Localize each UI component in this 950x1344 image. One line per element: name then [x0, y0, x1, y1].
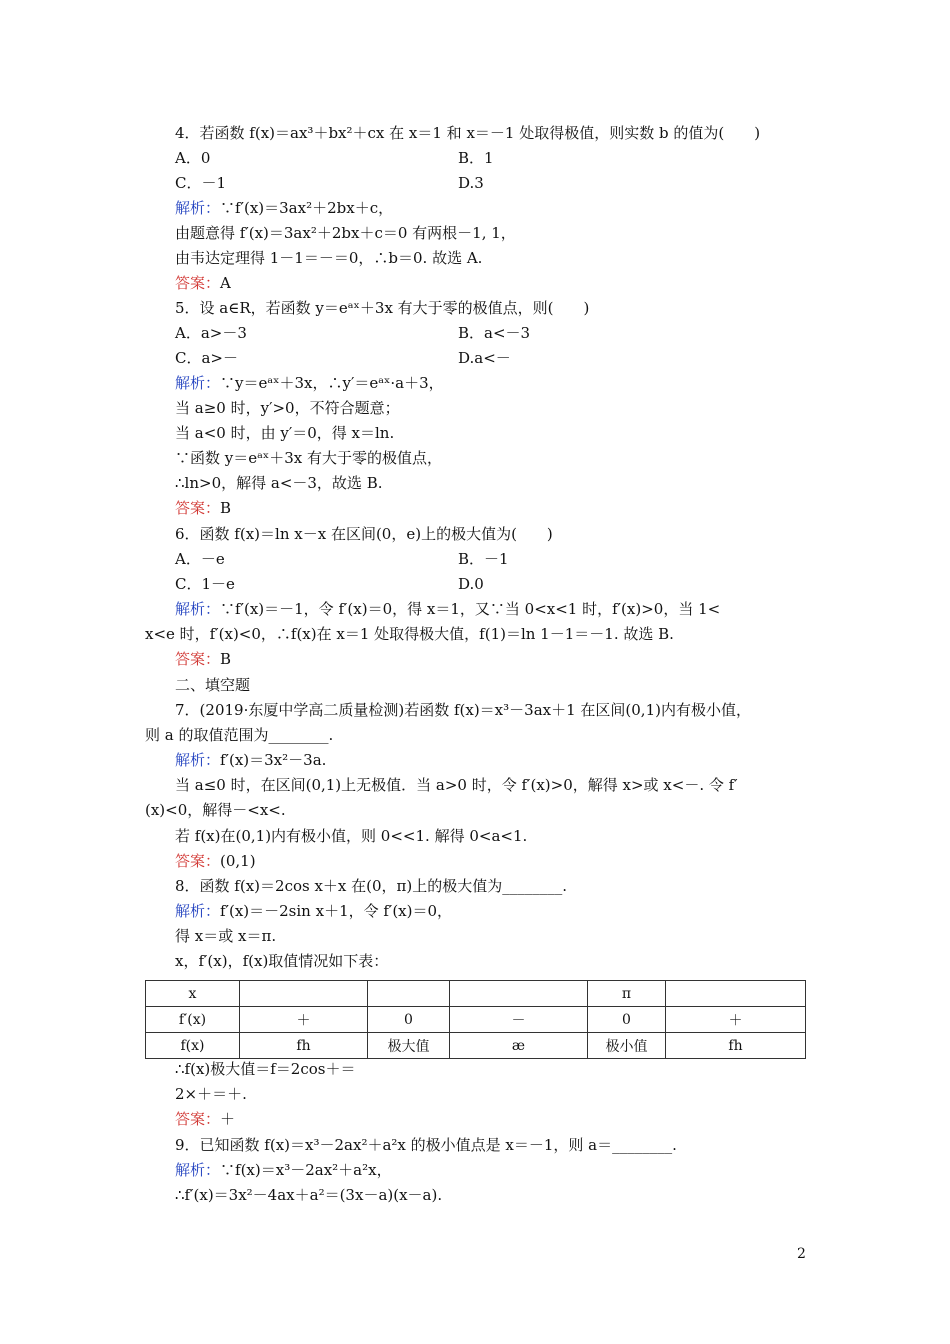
- analysis-label: 解析：: [175, 199, 221, 217]
- q8-analysis-4: ∴f(x)极大值＝f＝2cos＋＝: [175, 1060, 356, 1078]
- table-cell: [666, 981, 806, 1007]
- q7-analysis-1: 解析：f′(x)＝3x²－3a.: [175, 751, 327, 769]
- q7-analysis-4: 若 f(x)在(0,1)内有极小值，则 0<<1. 解得 0<a<1.: [175, 827, 528, 845]
- q4-analysis-1: 解析：∵f′(x)＝3ax²＋2bx＋c，: [175, 199, 394, 217]
- q5-answer: 答案：B: [175, 499, 232, 517]
- q7-stem-2: 则 a 的取值范围为________.: [145, 726, 334, 744]
- q6-option-b: B．－1: [458, 550, 509, 568]
- q5-analysis-1: 解析：∵y＝eᵃˣ＋3x，∴y′＝eᵃˣ·a＋3，: [175, 374, 444, 392]
- q5-analysis-5: ∴ln>0，解得 a<－3，故选 B.: [175, 474, 383, 492]
- q9-analysis-2: ∴f′(x)＝3x²－4ax＋a²＝(3x－a)(x－a).: [175, 1186, 443, 1204]
- q5-option-c: C．a>－: [175, 349, 238, 367]
- q6-analysis-2: x<e 时，f′(x)<0，∴f(x)在 x＝1 处取得极大值，f(1)＝ln 1－1＝－1. 故选 B.: [145, 625, 674, 643]
- q6-option-a: A．－e: [175, 550, 225, 568]
- q4-analysis-2: 由题意得 f′(x)＝3ax²＋2bx＋c＝0 有两根－1, 1，: [175, 224, 516, 242]
- q8-analysis-2: 得 x＝或 x＝π.: [175, 927, 277, 945]
- analysis-label: 解析：: [175, 374, 221, 392]
- q9-stem: 9．已知函数 f(x)＝x³－2ax²＋a²x 的极小值点是 x＝－1，则 a＝________.: [175, 1136, 677, 1154]
- table-cell: 极大值: [368, 1033, 450, 1059]
- q6-option-d: D.0: [458, 575, 484, 593]
- table-cell: 极小值: [588, 1033, 666, 1059]
- table-row: [146, 981, 806, 1007]
- answer-label: 答案：: [175, 852, 221, 870]
- table-cell: 0: [588, 1007, 666, 1033]
- answer-label: 答案：: [175, 650, 221, 668]
- table-cell: [450, 981, 588, 1007]
- q6-option-c: C．1－e: [175, 575, 235, 593]
- table-cell: f(x): [146, 1033, 240, 1059]
- q5-option-b: B．a<－3: [458, 324, 531, 342]
- answer-label: 答案：: [175, 274, 221, 292]
- table-cell: æ: [450, 1033, 588, 1059]
- q5-option-d: D.a<－: [458, 349, 511, 367]
- q4-option-d: D.3: [458, 174, 484, 192]
- q4-option-b: B．1: [458, 149, 494, 167]
- section-heading: 二、填空题: [175, 676, 251, 694]
- q8-analysis-3: x，f′(x)，f(x)取值情况如下表：: [175, 952, 389, 970]
- answer-label: 答案：: [175, 499, 221, 517]
- q9-analysis-1: 解析：∵f(x)＝x³－2ax²＋a²x，: [175, 1161, 392, 1179]
- q5-stem: 5．设 a∈R，若函数 y＝eᵃˣ＋3x 有大于零的极值点，则( ): [175, 299, 590, 317]
- q7-analysis-3: (x)<0，解得－<x<.: [145, 801, 286, 819]
- q4-answer: 答案：A: [175, 274, 231, 292]
- q6-analysis-1: 解析：∵f′(x)＝－1，令 f′(x)＝0，得 x＝1，又∵当 0<x<1 时，f′(x)>0，当 1<: [175, 600, 721, 618]
- page-number: 2: [797, 1246, 806, 1262]
- q4-stem: 4．若函数 f(x)＝ax³＋bx²＋cx 在 x＝1 和 x＝－1 处取得极值，则实数 b 的值为( ): [175, 124, 761, 142]
- q8-stem: 8．函数 f(x)＝2cos x＋x 在(0，π)上的极大值为________.: [175, 877, 568, 895]
- table-cell: [368, 981, 450, 1007]
- q8-analysis-5: 2×＋＝＋.: [175, 1085, 247, 1103]
- table-cell: －: [450, 1007, 588, 1033]
- q5-option-a: A．a>－3: [175, 324, 247, 342]
- table-row: [146, 1007, 806, 1033]
- table-cell: ＋: [240, 1007, 368, 1033]
- q8-answer: 答案：＋: [175, 1110, 236, 1128]
- table-cell: π: [588, 981, 666, 1007]
- analysis-label: 解析：: [175, 751, 221, 769]
- q4-option-c: C．－1: [175, 174, 227, 192]
- analysis-label: 解析：: [175, 600, 221, 618]
- q5-analysis-2: 当 a≥0 时，y′>0，不符合题意；: [175, 399, 400, 417]
- table-cell: f′(x): [146, 1007, 240, 1033]
- analysis-label: 解析：: [175, 902, 221, 920]
- q5-analysis-3: 当 a<0 时，由 y′＝0，得 x＝ln.: [175, 424, 395, 442]
- table-cell: fh: [666, 1033, 806, 1059]
- table-row: [146, 1033, 806, 1059]
- analysis-label: 解析：: [175, 1161, 221, 1179]
- q7-analysis-2: 当 a≤0 时，在区间(0,1)上无极值．当 a>0 时，令 f′(x)>0，解得 x>或 x<－. 令 f′: [175, 776, 738, 794]
- table-cell: ＋: [666, 1007, 806, 1033]
- q6-answer: 答案：B: [175, 650, 232, 668]
- q6-stem: 6．函数 f(x)＝ln x－x 在区间(0，e)上的极大值为( ): [175, 525, 553, 543]
- q8-analysis-1: 解析：f′(x)＝－2sin x＋1，令 f′(x)＝0，: [175, 902, 453, 920]
- table-cell: x: [146, 981, 240, 1007]
- q7-answer: 答案：(0,1): [175, 852, 256, 870]
- q4-analysis-3: 由韦达定理得 1－1＝－＝0，∴b＝0. 故选 A.: [175, 249, 483, 267]
- q4-option-a: A．0: [175, 149, 211, 167]
- table-cell: [240, 981, 368, 1007]
- table-cell: 0: [368, 1007, 450, 1033]
- answer-label: 答案：: [175, 1110, 221, 1128]
- value-table: [145, 980, 806, 1059]
- table-cell: fh: [240, 1033, 368, 1059]
- q7-stem: 7．(2019·东厦中学高二质量检测)若函数 f(x)＝x³－3ax＋1 在区间(0,1)内有极小值，: [175, 701, 751, 719]
- q5-analysis-4: ∵函数 y＝eᵃˣ＋3x 有大于零的极值点，: [175, 449, 443, 467]
